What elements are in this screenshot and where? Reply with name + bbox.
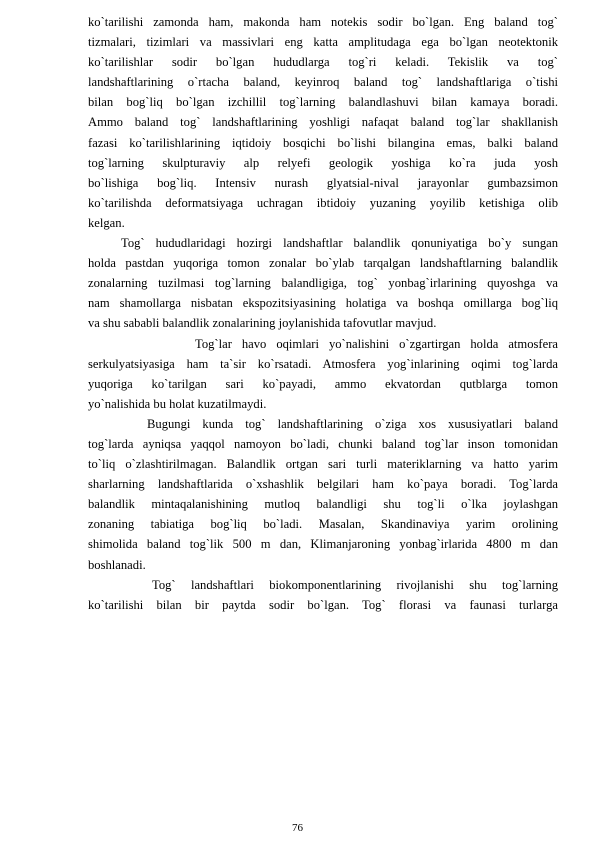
text-line: yuqoriga ko`tarilgan sari ko`payadi, ammo ekvatordan qutblarga tomon (88, 376, 558, 391)
text-line: Tog`lar havo oqimlari yo`nalishini o`zgartirgan holda atmosfera (195, 336, 558, 351)
text-line: tizmalari, tizimlari va massivlari eng katta amplitudaga ega bo`lgan neotektonik (88, 35, 558, 50)
paragraph-3 (88, 334, 558, 414)
text-line: landshaftlarining o`rtacha baland, keyinroq baland tog` landshaftlariga o`tishi (88, 75, 558, 90)
text-line: kelgan. (88, 215, 125, 230)
text-line: zonalarning tuzilmasi tog`larning balandligiga, tog` yonbag`irlarining quyoshga va (88, 276, 558, 291)
text-line: bo`lishiga bog`liq. Intensiv nurash glyatsial-nival jarayonlar gumbazsimon (88, 175, 558, 190)
text-line: Ammo baland tog` landshaftlarining yoshligi nafaqat baland tog`lar shakllanish (88, 115, 558, 130)
text-line: Tog` landshaftlari biokomponentlarining rivojlanishi shu tog`larning (152, 577, 558, 592)
paragraph-5 (88, 575, 558, 615)
text-line: yo`nalishida bu holat kuzatilmaydi. (88, 396, 267, 411)
text-line: Bugungi kunda tog` landshaftlarining o`ziga xos xususiyatlari baland (147, 416, 558, 431)
text-line: holda pastdan yuqoriga tomon zonalar bo`ylab tarqalgan landshaftlarning balandlik (88, 256, 558, 271)
text-line: boshlanadi. (88, 557, 146, 572)
text-line: ko`tarilishi zamonda ham, makonda ham notekis sodir bo`lgan. Eng baland tog` (88, 15, 558, 29)
text-line: Tog` hududlaridagi hozirgi landshaftlar balandlik qonuniyatiga bo`y sungan (121, 236, 558, 251)
text-line: zonaning tabiatiga bog`liq bo`ladi. Masalan, Skandinaviya yarim orolining (88, 517, 558, 532)
text-line: shimolida baland tog`lik 500 m dan, Klimanjaroning yonbag`irlarida 4800 m dan (88, 537, 558, 552)
text-line: fazasi ko`tarilishlarining iqtidoiy bosqichi bo`lishi bilangina emas, balki baland (88, 135, 558, 150)
text-line: to`liq o`zlashtirilmagan. Balandlik ortgan sari turli materiklarning va hatto yarim (88, 457, 558, 472)
paragraph-4 (88, 414, 558, 575)
paragraph-1 (88, 12, 558, 233)
paragraph-2 (88, 233, 558, 333)
text-line: ko`tarilishlar sodir bo`lgan hududlarga tog`ri keladi. Tekislik va tog` (88, 55, 558, 70)
text-line: va shu sababli balandlik zonalarining joylanishida tafovutlar mavjud. (88, 316, 437, 331)
text-line: ko`tarilishda deformatsiyaga uchragan ibtidoiy yuzaning yoyilib ketishiga olib (88, 195, 558, 210)
text-line: tog`larda ayniqsa yaqqol namoyon bo`ladi, chunki baland tog`lar inson tomonidan (88, 436, 558, 451)
text-line: serkulyatsiyasiga ham ta`sir ko`rsatadi. Atmosfera yog`inlarining oqimi tog`larda (88, 356, 558, 371)
text-line: sharlarning landshaftlarida o`xshashlik belgilari ham ko`paya boradi. Tog`larda (88, 477, 558, 492)
text-line: ko`tarilishi bilan bir paytda sodir bo`lgan. Tog` florasi va faunasi turlarga (88, 597, 558, 612)
text-line: balandlik mintaqalanishining mutloq balandligi shu tog`li o`lka joylashgan (88, 497, 558, 512)
text-line: nam shamollarga nisbatan ekspozitsiyasining holatiga va boshqa omillarga bog`liq (88, 296, 558, 311)
document-page (88, 12, 558, 615)
page-number: 76 (292, 822, 303, 834)
text-line: bilan bog`liq bo`lgan izchillil tog`larning balandlashuvi bilan kamaya boradi. (88, 95, 558, 110)
text-line: tog`larning skulpturaviy alp relyefi geologik yoshiga ko`ra juda yosh (88, 155, 558, 170)
